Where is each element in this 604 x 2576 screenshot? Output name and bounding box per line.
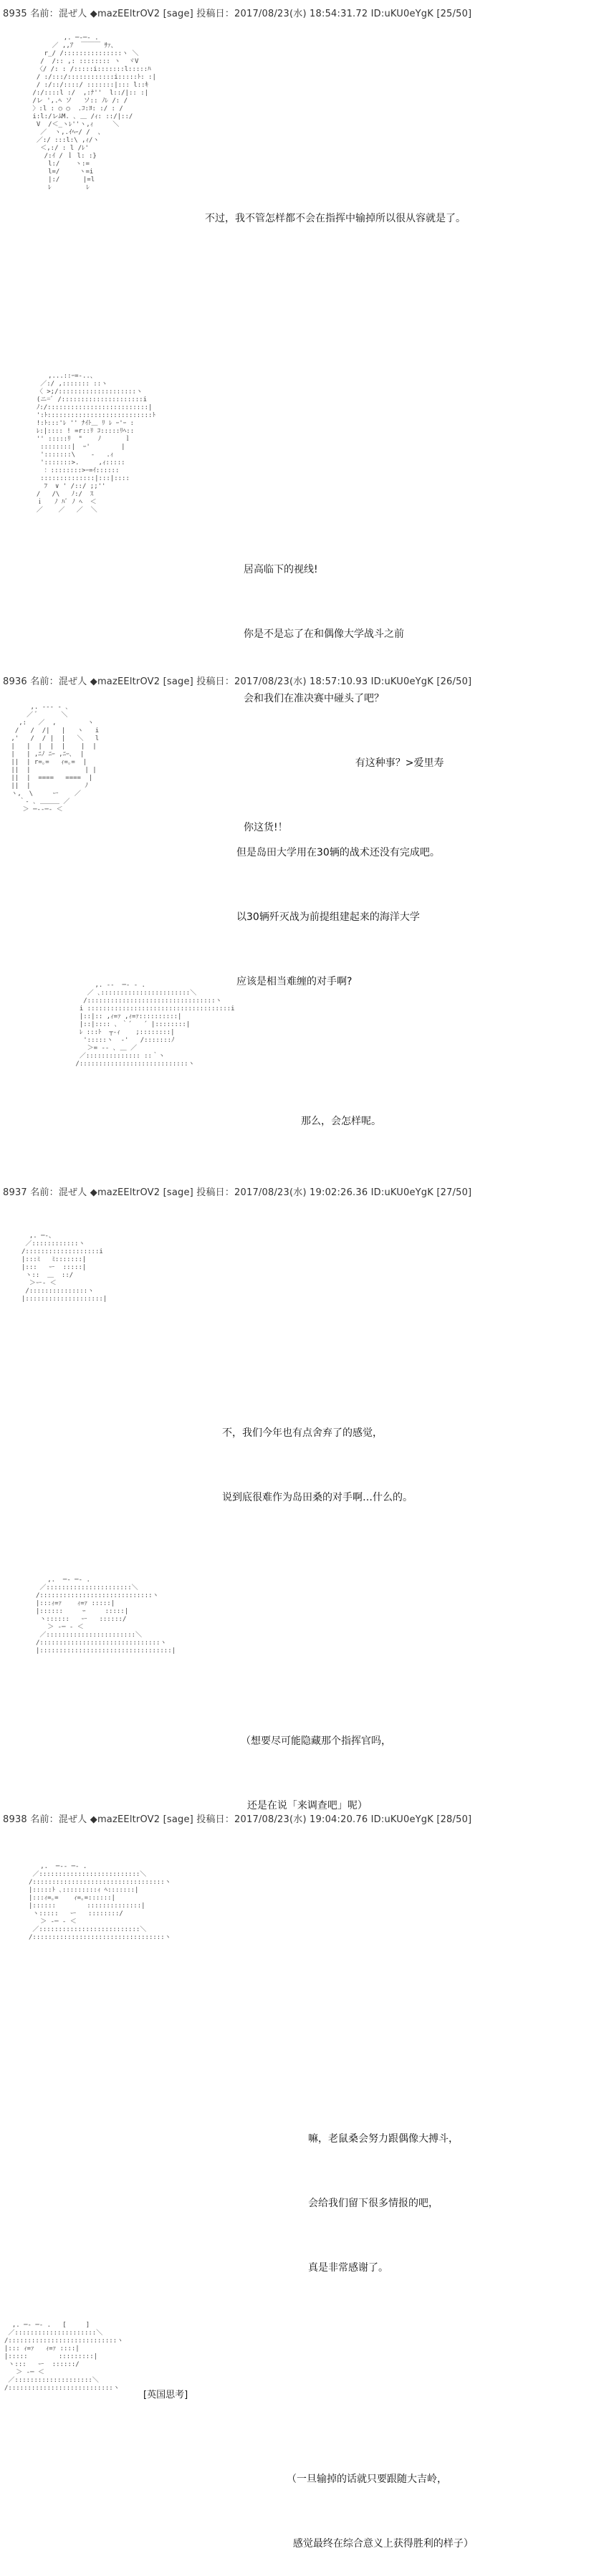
post-header: 8935 名前：混ぜ人 ◆mazEEltrOV2 [sage] 投稿日：2017/08/23(水) 18:54:31.72 ID:uKU0eYgK [25/50] xyxy=(3,9,472,19)
dialogue-line: 会给我们留下很多情报的吧， xyxy=(308,2198,438,2209)
dialogue-line: 居高临下的视线! xyxy=(244,564,318,575)
ascii-art-character: ,. -‐ ─‐ - . ／ ､:::::::::::::::::::::::＼ /:::::::::::::::::::::::::::::::::ヽ i :::::::::::::::::::::::::::::::::::::i |::|:: ,ｨ=ｧ ,ｨ=ｧ::::::::::| |::|:::: ､ ｀´ ´ |::::::::| ﾚ :::ﾄ ┬‐ｨ ;::::::::| ':::::ヽ ‐' /:::::::ﾉ ＞= ‐- ､ ＿ ／ ／:::::::::::::: ::｀ヽ /::::::::::::::::::::::::::::ヽ xyxy=(75,982,235,1068)
dialogue-line: 有这种事？>爱里寿 xyxy=(244,757,444,769)
dialogue-line: 说到底很难作为岛田桑的对手啊…什么的。 xyxy=(222,1492,413,1503)
dialogue-line: 但是岛田大学用在30辆的战术还没有完成吧。 xyxy=(236,847,440,858)
dialogue-block xyxy=(287,2426,474,2576)
ascii-art-character: ,. ─-、 ／::::::::::::ヽ /:::::::::::::::::::i |:::ﾐ ﾐ:::::::| |::: ー :::::| ヽ:: ＿ ::/ ＞ー‐ ＜ /:::::::::::::::ヽ |::::::::::::::::::::| xyxy=(21,1232,107,1303)
ascii-art-character: ,. ─‐─- . ／ ,,ｱ ￣￣￣ ｻｧ、 r_/ /:::::::::::::::ヽ ＼ / /:: ,: :::::::: ヽ ヾV 〈/ /: : /:::::i:::::::l:::::ﾊ / :/:::/::::::::::::i:::::ﾄ: :| / :/::/::::/ :::::::|::: l::ｷ /:/::::l :/ ,:ﾅ'' l::/|:: :| /レ ',.ﾍ ソ ソ:: ﾉﾚ /: / 〉:l : ○ ○ .ｺ:ﾖ: :/ : / i:l:/レﾑM. ､ ＿ /ｨ: ::/|::/ V /＜_ヽﾚ''ヽ,ｨ ＼ ／ ヽ,.ｲﾍｰ/ / 、 ／:/ :::l:\ ,ｨ/ヽ ＜,:/ : l /ﾚ' /:ｲ / ｌ l: :} l:/ ヽ:= l=/ ヽ=i |:/ |=l ﾚ ﾚ xyxy=(32,34,156,191)
dialogue-line: 会和我们在准决赛中碰头了吧？ xyxy=(244,693,384,704)
ascii-art-character: ,...::ｰ=‐..、 ／:/ ,::::::: ::ヽ 〈 >;/::::::::::::::::::::ヽ (ニ=ﾞ /:::::::::::::::::::::i ﾉ:/::::::::::::::::::::::::::| ':ﾄ:::::::::::::::::::::::::::ﾄ !:ﾄ:::'ﾚ '' ﾅｲﾄ＿ ﾘ ﾚ ｰ'ｰ : ﾚ:|:::: ! =r::ﾘ ｺ:::::ﾘﾍ:: '' :::::ﾘ " ﾉ ｌ ::::::::| ｰ' | ':::::::\ ‐ .ｨ ':::::::>. ,ｨ::::: ：::::::::>ｰ=ｲ:::::: ::::::::::::::|:::|:::: ﾌ ∨ ' /::/ ;;'' / /\ ﾉ:/ ｽ ｉ ﾉ ﾊﾞ ﾉ ﾍ ＜ ／ ／ ／ ＼ xyxy=(36,373,155,514)
dialogue-block xyxy=(308,2085,459,2300)
dialogue-line: （想要尽可能隐藏那个指挥官吗， xyxy=(241,1735,391,1747)
dialogue-line: 嘛，老鼠桑会努力跟偶像大搏斗， xyxy=(308,2133,459,2145)
post-header: 8938 名前：混ぜ人 ◆mazEEltrOV2 [sage] 投稿日：2017/08/23(水) 19:04:20.76 ID:uKU0eYgK [28/50] xyxy=(3,1814,472,1825)
dialogue-line: 感觉最终在综合意义上获得胜利的样子） xyxy=(287,2538,474,2549)
dialogue-line: 应该是相当难缠的对手啊? xyxy=(236,976,353,987)
thought-tag xyxy=(143,2342,188,2428)
dialogue-block xyxy=(205,165,466,251)
dialogue-block xyxy=(301,1068,381,1154)
dialogue-line: 你这货!！ xyxy=(244,822,288,833)
ascii-art-character: ,. ─‐ ─- . ／::::::::::::::::::::::＼ /:::::::::::::::::::::::::::::ヽ |:::ｨ=ｧ ｨ=ｧ :::::| |:::::: ｰ :::::| ヽ:::::: ー ::::::/ ＞ ‐─ ‐ ＜ ／:::::::::::::::::::::::＼ /:::::::::::::::::::::::::::::::ヽ |::::::::::::::::::::::::::::::::::| xyxy=(36,1576,176,1655)
thought-tag-label: [英国思考] xyxy=(143,2390,188,2400)
dialogue-line: 还是在说「来调查吧」呢） xyxy=(241,1800,368,1811)
ascii-art-character: ,. ─-‐ ─- . ／::::::::::::::::::::::::::＼ /::::::::::::::::::::::::::::::::::ヽ |:::::ﾄ ､:::::::::ｨ ﾍ:::::::| |:::ｨ=｡= ｨ=｡=::::::| |:::::: ::::::::::::::| ヽ::::: ー ::::::::/ ＞ ‐─ ‐ ＜ ／::::::::::::::::::::::::::＼ /::::::::::::::::::::::::::::::::::ヽ xyxy=(29,1863,171,1941)
dialogue-line: 真是非常感谢了。 xyxy=(308,2262,388,2274)
dialogue-block xyxy=(222,1379,413,1530)
dialogue-line: 不过，我不管怎样都不会在指挥中输掉所以很从容就是了。 xyxy=(205,213,466,224)
ascii-art-character: ,. ─‐ ─- . [ ] ／:::::::::::::::::::::＼ /::::::::::::::::::::::::::::ヽ |::: ｨ=ｧ ｨ=ｧ ::::| |::::: :::::::::| ヽ::: ー ::::::/ ＞ ‐─ ＜ ／::::::::::::::::::::＼ /:::::::::::::::::::::::::::ヽ xyxy=(4,2322,124,2392)
dialogue-line: 那么，会怎样呢。 xyxy=(301,1116,381,1127)
dialogue-line: 以30辆歼灭战为前提组建起来的海洋大学 xyxy=(236,911,420,923)
post-header: 8937 名前：混ぜ人 ◆mazEEltrOV2 [sage] 投稿日：2017/08/23(水) 19:02:26.36 ID:uKU0eYgK [27/50] xyxy=(3,1187,472,1198)
dialogue-line: 你是不是忘了在和偶像大学战斗之前 xyxy=(244,628,404,640)
dialogue-line: （一旦输掉的话就只要跟随大吉岭， xyxy=(287,2474,447,2485)
post-header: 8936 名前：混ぜ人 ◆mazEEltrOV2 [sage] 投稿日：2017/08/23(水) 18:57:10.93 ID:uKU0eYgK [26/50] xyxy=(3,676,472,687)
dialogue-line: 不，我们今年也有点舍弃了的感觉， xyxy=(222,1427,383,1439)
ascii-art-character: ,. --‐ ‐ ､ ／ ﾞ ＼ ,: ／ , ヽ / / /| | ヽ i ,' / / | | ＼ l | | | | | | | | | ,ﾆﾉ ﾆｰ ,ﾆｰ､ | || | r=｡= ｨ=｡= | || | | | || | ==== ==== | || | ﾉ ヽ, \ ー ／ ｀‐ ､ ＿＿＿ ／ ＞ ─‐‐─‐ ＜ xyxy=(11,704,100,813)
